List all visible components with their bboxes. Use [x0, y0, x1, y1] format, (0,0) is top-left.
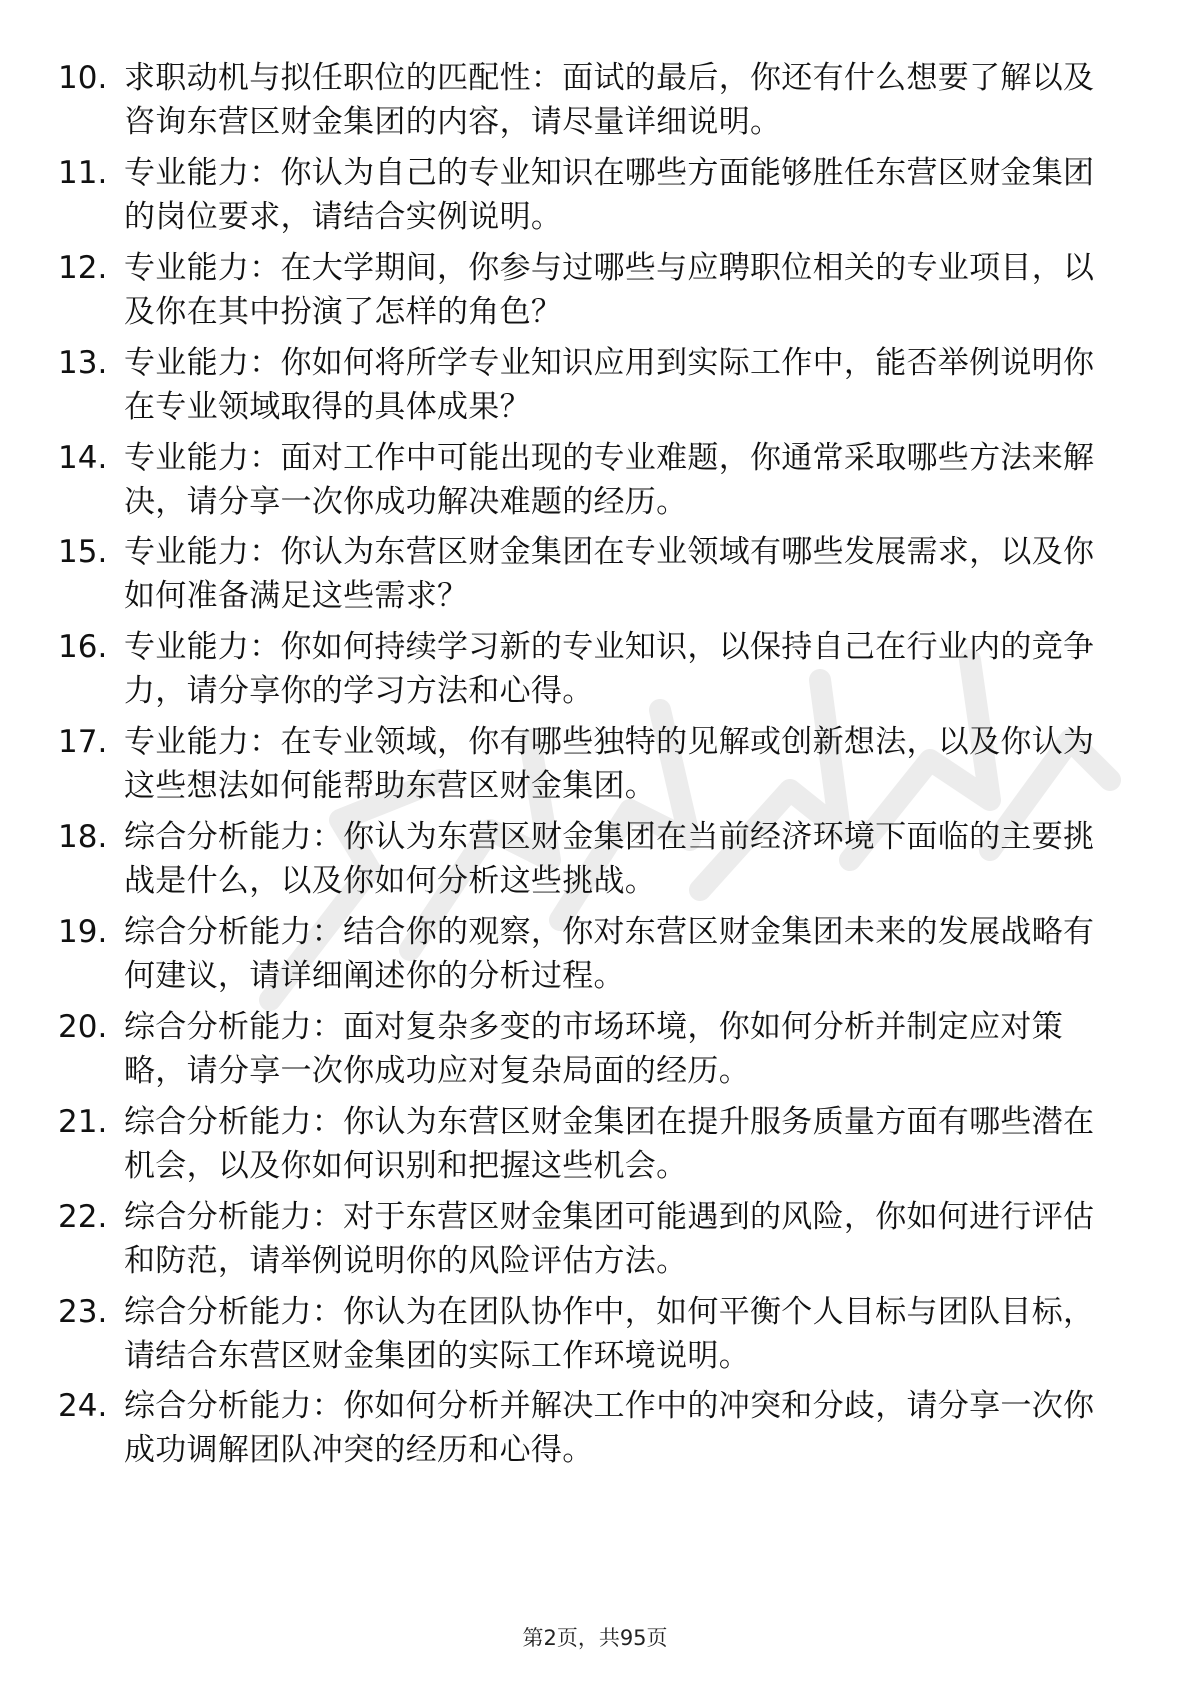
question-text: 综合分析能力：你认为在团队协作中，如何平衡个人目标与团队目标，请结合东营区财金集团的实际工作环境说明。	[124, 1293, 1095, 1374]
question-list	[58, 56, 1118, 1479]
question-item-13	[58, 341, 1118, 436]
question-number: 11.	[58, 154, 108, 191]
question-number: 23.	[58, 1293, 108, 1330]
question-item-15	[58, 530, 1118, 625]
question-number: 17.	[58, 724, 108, 761]
question-item-10	[58, 56, 1118, 151]
question-text: 综合分析能力：面对复杂多变的市场环境，你如何分析并制定应对策略，请分享一次你成功应对复杂局面的经历。	[124, 1008, 1063, 1089]
question-text: 综合分析能力：你认为东营区财金集团在当前经济环境下面临的主要挑战是什么，以及你如何分析这些挑战。	[124, 819, 1095, 900]
question-item-23	[58, 1290, 1118, 1385]
question-text: 综合分析能力：你如何分析并解决工作中的冲突和分歧，请分享一次你成功调解团队冲突的经历和心得。	[124, 1388, 1095, 1469]
question-text: 专业能力：你认为东营区财金集团在专业领域有哪些发展需求，以及你如何准备满足这些需求？	[124, 534, 1095, 615]
question-item-22	[58, 1195, 1118, 1290]
question-item-14	[58, 436, 1118, 531]
question-text: 专业能力：你如何持续学习新的专业知识，以保持自己在行业内的竞争力，请分享你的学习方法和心得。	[124, 629, 1095, 710]
question-item-24	[58, 1384, 1118, 1479]
question-item-20	[58, 1005, 1118, 1100]
question-text: 求职动机与拟任职位的匹配性：面试的最后，你还有什么想要了解以及咨询东营区财金集团的内容，请尽量详细说明。	[124, 60, 1095, 140]
question-number: 21.	[58, 1103, 108, 1140]
question-number: 16.	[58, 629, 108, 666]
question-number: 10.	[58, 60, 108, 96]
question-item-16	[58, 625, 1118, 720]
question-number: 19.	[58, 914, 108, 951]
question-number: 14.	[58, 439, 108, 476]
question-item-21	[58, 1100, 1118, 1195]
question-item-18	[58, 815, 1118, 910]
question-text: 专业能力：你认为自己的专业知识在哪些方面能够胜任东营区财金集团的岗位要求，请结合实例说明。	[124, 154, 1095, 235]
question-item-17	[58, 720, 1118, 815]
question-text: 综合分析能力：对于东营区财金集团可能遇到的风险，你如何进行评估和防范，请举例说明你的风险评估方法。	[124, 1198, 1095, 1279]
question-number: 22.	[58, 1198, 108, 1235]
page-footer	[0, 1622, 1190, 1652]
question-text: 专业能力：面对工作中可能出现的专业难题，你通常采取哪些方法来解决，请分享一次你成功解决难题的经历。	[124, 439, 1095, 520]
question-item-12	[58, 246, 1118, 341]
question-text: 综合分析能力：你认为东营区财金集团在提升服务质量方面有哪些潜在机会，以及你如何识别和把握这些机会。	[124, 1103, 1095, 1184]
question-number: 15.	[58, 534, 108, 571]
question-number: 24.	[58, 1388, 108, 1425]
question-number: 20.	[58, 1008, 108, 1045]
question-text: 专业能力：在大学期间，你参与过哪些与应聘职位相关的专业项目，以及你在其中扮演了怎样的角色？	[124, 249, 1095, 330]
question-text: 专业能力：你如何将所学专业知识应用到实际工作中，能否举例说明你在专业领域取得的具体成果？	[124, 344, 1095, 425]
question-number: 13.	[58, 344, 108, 381]
question-item-19	[58, 910, 1118, 1005]
question-item-11	[58, 151, 1118, 246]
question-number: 18.	[58, 819, 108, 856]
page-number-label: 第2页，共95页	[522, 1626, 668, 1650]
question-number: 12.	[58, 249, 108, 286]
question-text: 综合分析能力：结合你的观察，你对东营区财金集团未来的发展战略有何建议，请详细阐述你的分析过程。	[124, 914, 1095, 995]
question-text: 专业能力：在专业领域，你有哪些独特的见解或创新想法，以及你认为这些想法如何能帮助东营区财金集团。	[124, 724, 1095, 805]
